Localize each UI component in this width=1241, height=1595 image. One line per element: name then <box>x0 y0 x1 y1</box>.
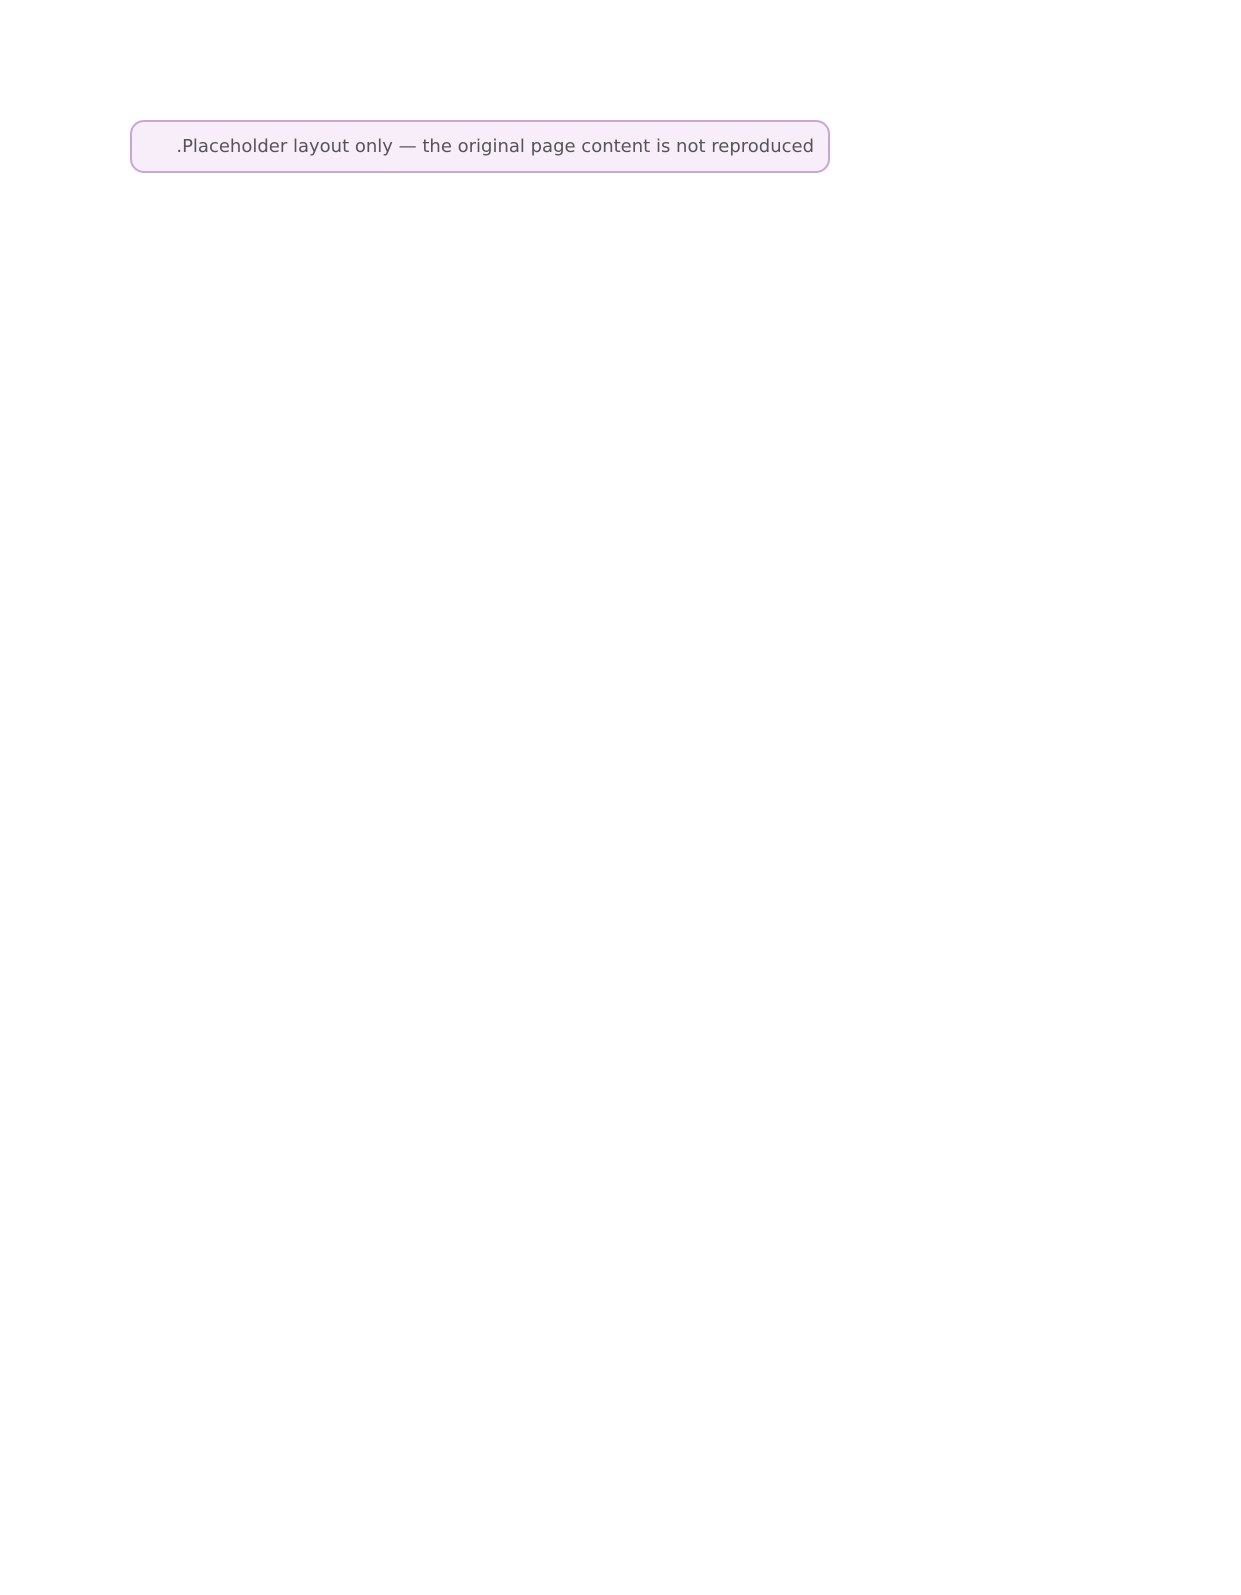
main-content <box>110 100 850 1300</box>
notice: Placeholder layout only — the original page content is not reproduced. <box>130 120 830 173</box>
